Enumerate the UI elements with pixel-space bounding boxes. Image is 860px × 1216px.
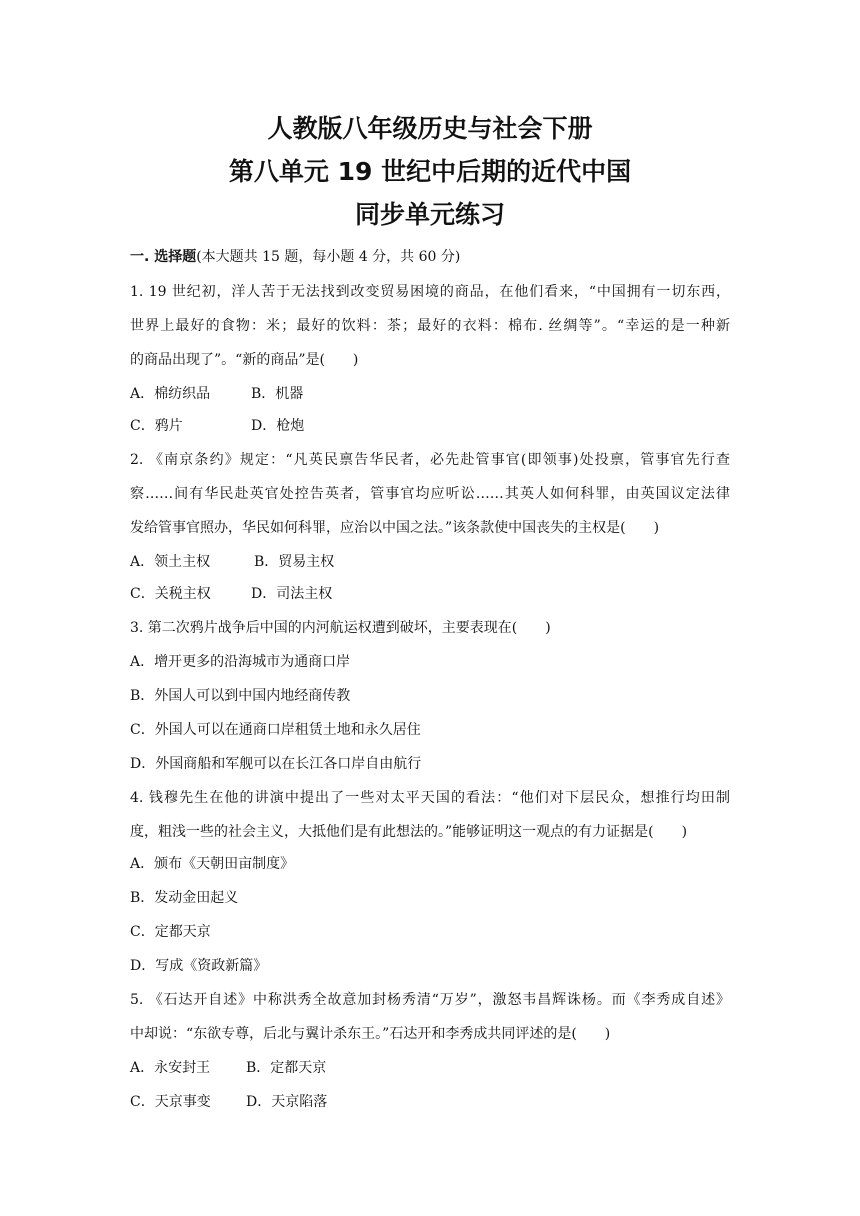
question-4-line-1: 4. 钱穆先生在他的讲演中提出了一些对太平天国的看法：“他们对下层民众，想推行均田制	[130, 790, 730, 806]
question-3-line-1: 3. 第二次鸦片战争后中国的内河航运权遭到破坏，主要表现在( )	[130, 620, 551, 636]
question-5-options-row-2	[130, 1092, 327, 1112]
question-5-option-b: B．定都天京	[246, 1060, 327, 1076]
question-5-option-d: D．天京陷落	[246, 1094, 328, 1110]
question-1-options-row-2	[130, 416, 304, 436]
question-3-option-d: D．外国商船和军舰可以在长江各口岸自由航行	[130, 756, 422, 772]
exercise-title: 同步单元练习	[354, 200, 505, 229]
question-3-option-b: B．外国人可以到中国内地经商传教	[130, 688, 351, 704]
question-5-options-row-1	[130, 1058, 326, 1078]
question-4-option-b: B．发动金田起义	[130, 890, 239, 906]
question-2-line-2: 察……间有华民赴英官处控告英者，管事官均应听讼……其英人如何科罪，由英国议定法律	[130, 486, 730, 502]
question-1-option-a: A．棉纺织品	[130, 386, 211, 402]
question-5-line-1: 5. 《石达开自述》中称洪秀全故意加封杨秀清“万岁”，激怒韦昌辉诛杨。而《李秀成自述》	[130, 992, 730, 1008]
question-1-option-d: D．枪炮	[251, 418, 305, 434]
question-2-option-d: D．司法主权	[251, 586, 333, 602]
question-4-line-2: 度，粗浅一些的社会主义，大抵他们是有此想法的。”能够证明这一观点的有力证据是( )	[130, 824, 688, 840]
section-heading-note: (本大题共 15 题，每小题 4 分，共 60 分)	[196, 249, 461, 265]
unit-title: 第八单元 19 世纪中后期的近代中国	[228, 157, 632, 186]
question-5-option-a: A．永安封王	[130, 1060, 211, 1076]
question-2-option-c: C．关税主权	[130, 586, 211, 602]
document-title: 人教版八年级历史与社会下册	[267, 114, 593, 143]
question-2-option-b: B．贸易主权	[254, 554, 335, 570]
question-1-option-c: C．鸦片	[130, 418, 183, 434]
question-1-line-2: 世界上最好的食物：米；最好的饮料：茶；最好的衣料：棉布. 丝绸等”。“幸运的是一种新	[130, 318, 730, 334]
question-5-line-2: 中却说：“东欲专尊，后北与翼计杀东王。”石达开和李秀成共同评述的是( )	[130, 1026, 611, 1042]
question-2-options-row-2	[130, 584, 332, 604]
question-1-line-1: 1. 19 世纪初，洋人苦于无法找到改变贸易困境的商品，在他们看来，“中国拥有一切东西，	[130, 284, 730, 300]
question-2-line-3: 发给管事官照办，华民如何科罪，应治以中国之法。”该条款使中国丧失的主权是( )	[130, 520, 660, 536]
question-3-option-a: A．增开更多的沿海城市为通商口岸	[130, 654, 351, 670]
question-4-option-c: C．定都天京	[130, 924, 211, 940]
question-4-option-a: A．颁布《天朝田亩制度》	[130, 856, 295, 872]
question-1-options-row-1	[130, 384, 303, 404]
question-1-line-3: 的商品出现了”。“新的商品”是( )	[130, 352, 359, 368]
question-4-option-d: D．写成《资政新篇》	[130, 958, 268, 974]
question-5-option-c: C．天京事变	[130, 1094, 211, 1110]
question-1-option-b: B．机器	[251, 386, 304, 402]
section-heading	[130, 247, 460, 267]
question-3-option-c: C．外国人可以在通商口岸租赁土地和永久居住	[130, 722, 421, 738]
question-2-line-1: 2. 《南京条约》规定：“凡英民禀告华民者，必先赴管事官(即领事)处投禀，管事官先行查	[130, 452, 730, 468]
question-2-option-a: A．领土主权	[130, 554, 211, 570]
question-2-options-row-1	[130, 552, 334, 572]
section-heading-label: 一. 选择题	[130, 249, 197, 265]
